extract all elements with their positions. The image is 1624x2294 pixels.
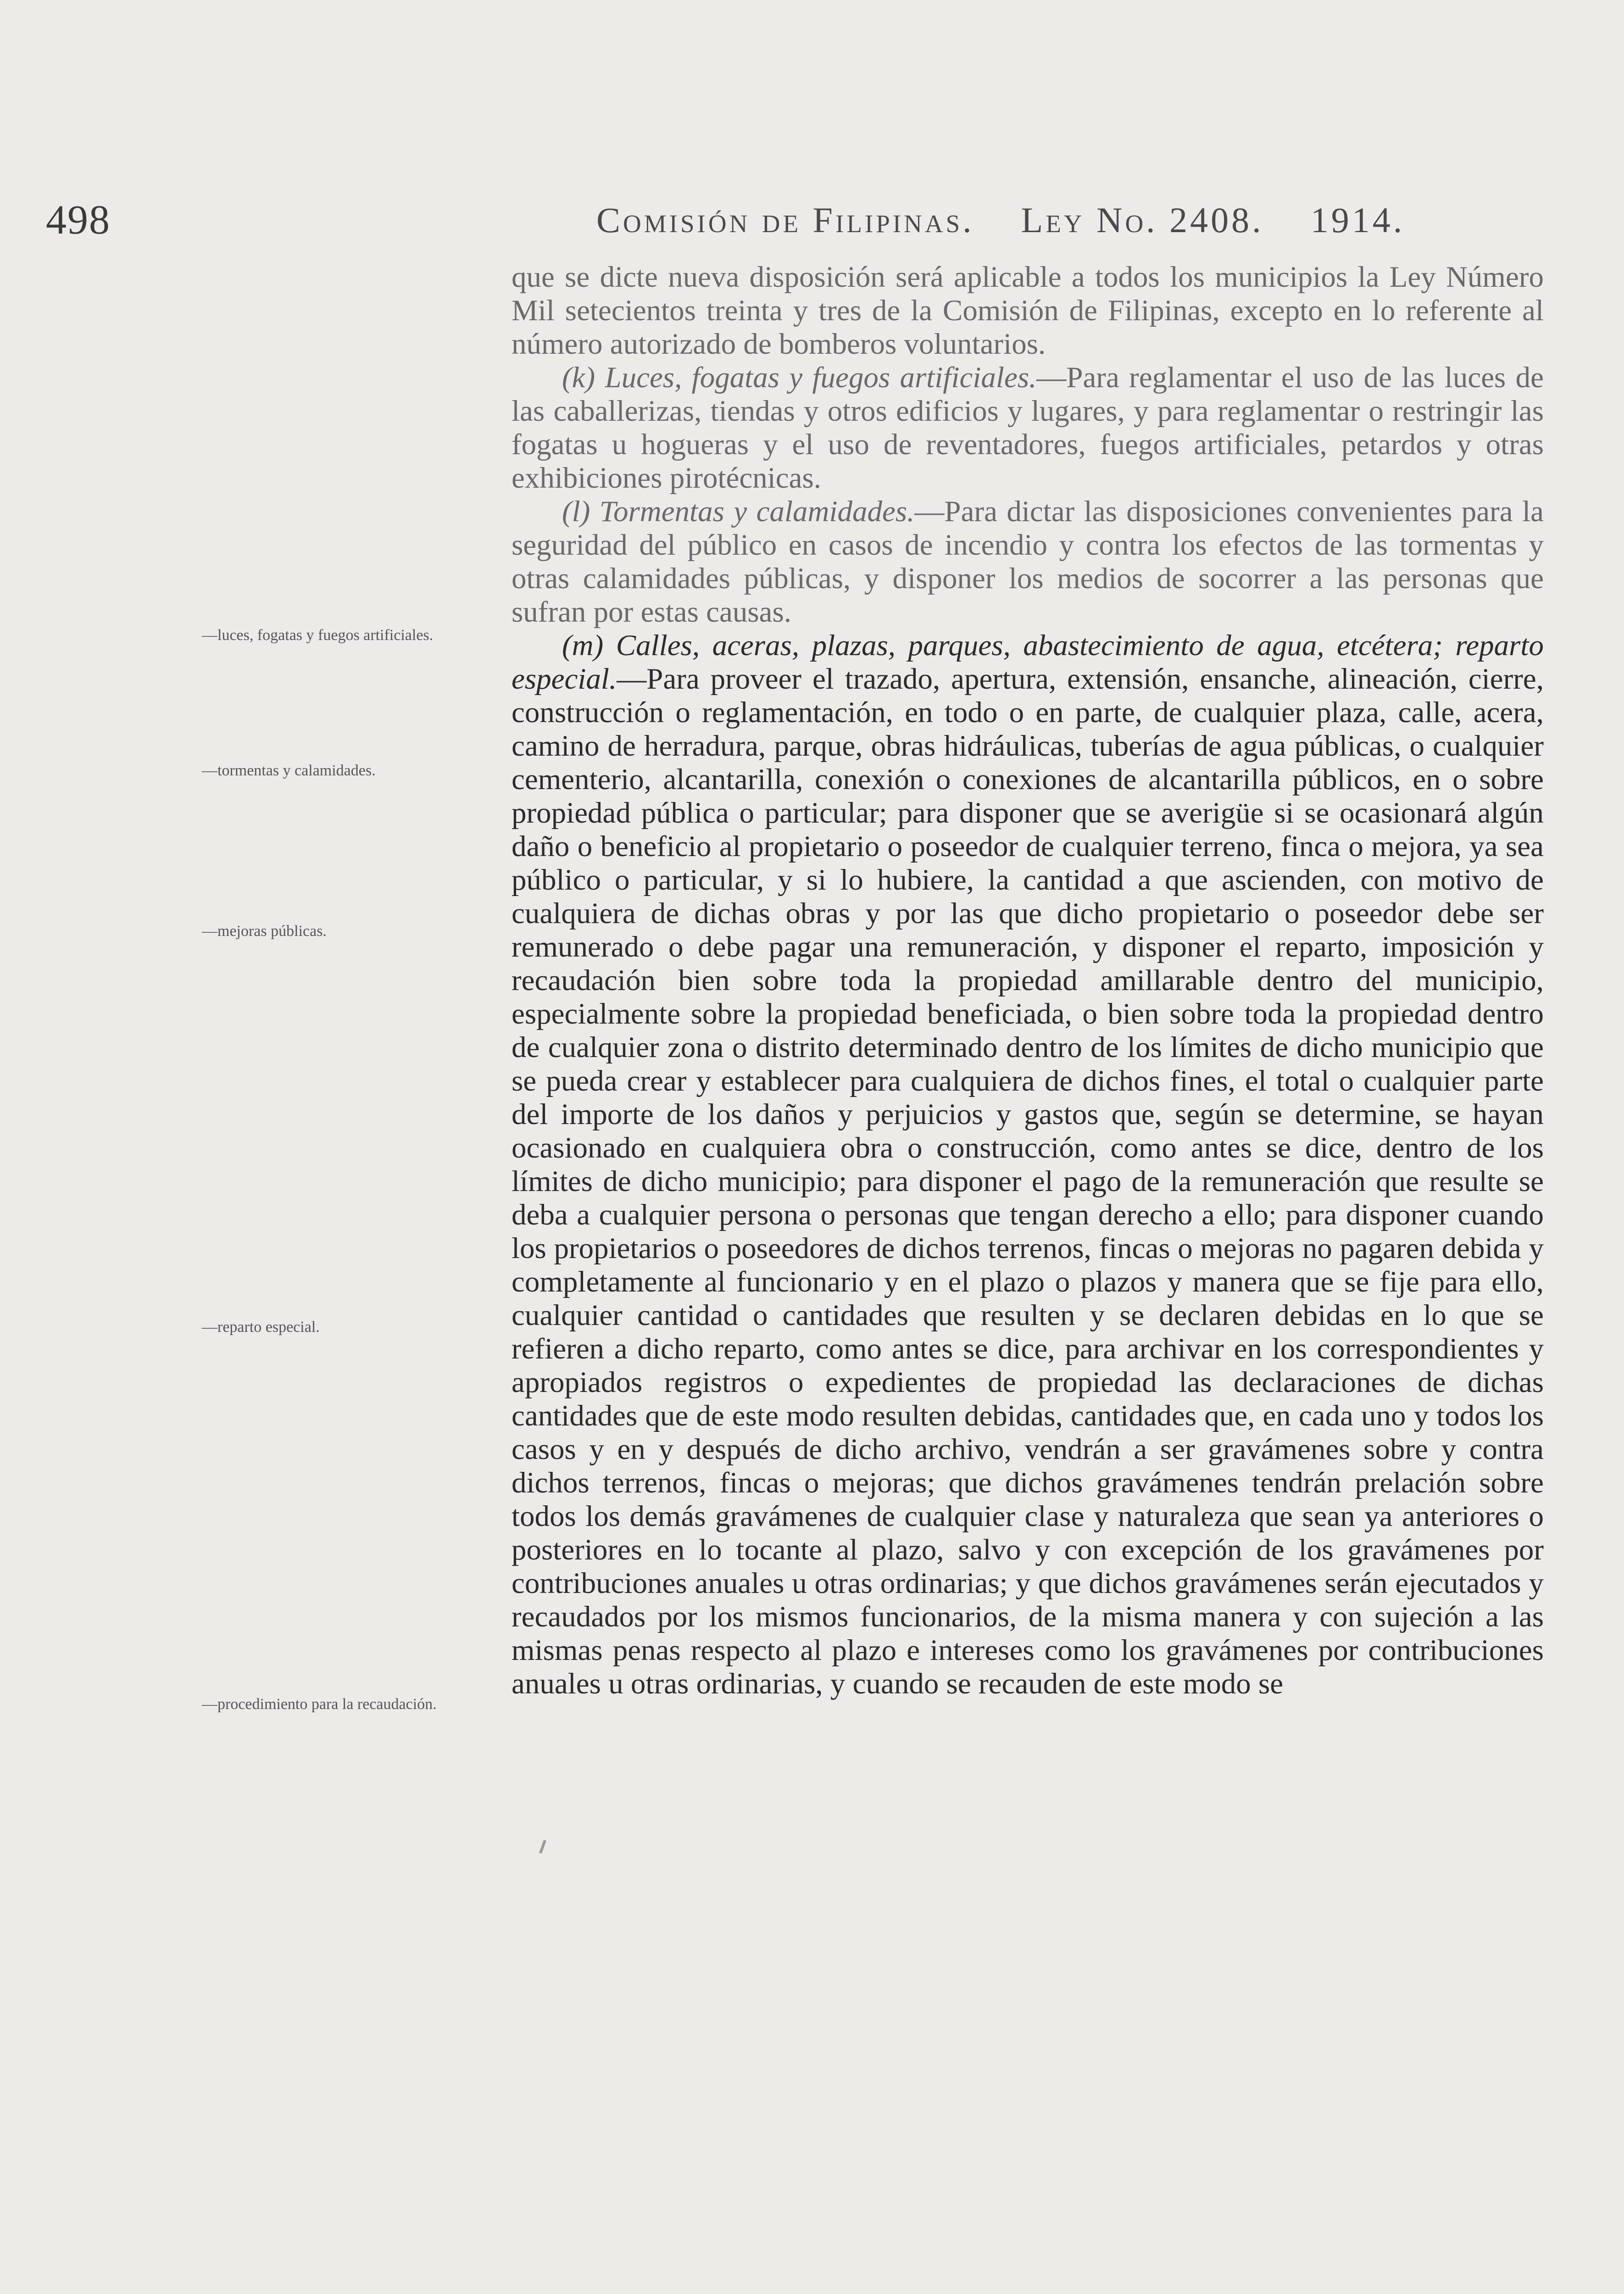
text-l: —Para dictar las disposiciones convenientes para la seguridad del público en casos de incendio y contra los efectos de las tormentas y otras calamidades públicas, y disponer los medios de socorrer a las personas que sufran por estas causas. — [512, 495, 1544, 629]
heading-m: (m) Calles, aceras, plazas, parques, abastecimiento de agua, etcétera; reparto especial. — [512, 629, 1544, 696]
running-head — [596, 197, 1405, 243]
stray-ink-mark — [539, 1840, 546, 1854]
margin-note-mejoras: —mejoras públicas. — [202, 923, 327, 940]
text-k: —Para reglamentar el uso de las luces de las caballerizas, tiendas y otros edificios y lugares, y para reglamentar o restringir las fogatas u hogueras y el uso de reventadores, fuegos artificiales, petardos y otras exhibiciones pirotécnicas. — [512, 361, 1544, 495]
paragraph-continuation: que se dicte nueva disposición será aplicable a todos los municipios la Ley Número Mil setecientos treinta y tres de la Comisión de Filipinas, excepto en lo referente al número autorizado de bomberos voluntarios. — [512, 261, 1544, 361]
law-number: Ley No. 2408. — [1021, 200, 1264, 240]
margin-note-procedimiento: —procedimiento para la recaudación. — [202, 1696, 437, 1713]
paragraph-k — [512, 361, 1544, 495]
heading-k: (k) Luces, fogatas y fuegos artificiales. — [562, 361, 1037, 394]
page-number: 498 — [46, 197, 111, 243]
text-m: —Para proveer el trazado, apertura, extensión, ensanche, alineación, cierre, construcción o reglamentación, en todo o en parte, de cualquier plaza, calle, acera, camino de herradura, parque, obras hidráulicas, tuberías de agua públicas, o cualquier cementerio, alcantarilla, conexión o conexiones de alcantarilla públicos, en o sobre propiedad pública o particular; para disponer que se averigüe si se ocasionará algún daño o beneficio al propietario o poseedor de cualquier terreno, finca o mejora, ya sea público o particular, y si lo hubiere, la cantidad a que ascienden, con motivo de cualquiera de dichas obras y por las que dicho propietario o poseedor debe ser remunerado o debe pagar una remuneración, y disponer el reparto, imposición y recaudación bien sobre toda la propiedad amillarable dentro del municipio, especialmente sobre la propiedad beneficiada, o bien sobre toda la propiedad dentro de cualquier zona o distrito determinado dentro de los límites de dicho municipio que se pueda crear y establecer para cualquiera de dichos fines, el total o cualquier parte del importe de los daños y perjuicios y gastos que, según se determine, se hayan ocasionado en cualquiera obra o construcción, como antes se dice, dentro de los límites de dicho municipio; para disponer el pago de la remuneración que resulte se deba a cualquier persona o personas que tengan derecho a ello; para disponer cuando los propietarios o poseedores de dichos terrenos, fincas o mejoras no pagaren debida y completamente al funcionario y en el plazo o plazos y manera que se fije para ello, cualquier cantidad o cantidades que resulten y se declaren debidas en lo que se refieren a dicho reparto, como antes se dice, para archivar en los correspondientes y apropiados registros o expedientes de propiedad las declaraciones de dichas cantidades que de este modo resulten debidas, cantidades que, en cada uno y todos los casos y en y después de dicho archivo, vendrán a ser gravámenes sobre y contra dichos terrenos, fincas o mejoras; que dichos gravámenes tendrán prelación sobre todos los demás gravámenes de cualquier clase y naturaleza que sean ya anteriores o posteriores en lo tocante al plazo, salvo y con excepción de los gravámenes por contribuciones anuales u otras ordinarias; y que dichos gravámenes serán ejecutados y recaudados por los mismos funcionarios, de la misma manera y con sujeción a las mismas penas respecto al plazo e intereses como los gravámenes por contribuciones anuales u otras ordinarias, y cuando se recauden de este modo se — [512, 663, 1544, 1700]
running-title: Comisión de Filipinas. — [596, 200, 974, 240]
margin-note-tormentas: —tormentas y calamidades. — [202, 762, 376, 779]
paragraph-m — [512, 629, 1544, 1701]
law-year: 1914. — [1310, 200, 1405, 240]
paragraph-l — [512, 495, 1544, 629]
body-text — [512, 261, 1544, 1701]
margin-note-reparto: —reparto especial. — [202, 1319, 320, 1336]
heading-l: (l) Tormentas y calamidades. — [562, 495, 915, 528]
margin-note-luces: —luces, fogatas y fuegos artificiales. — [202, 627, 434, 644]
